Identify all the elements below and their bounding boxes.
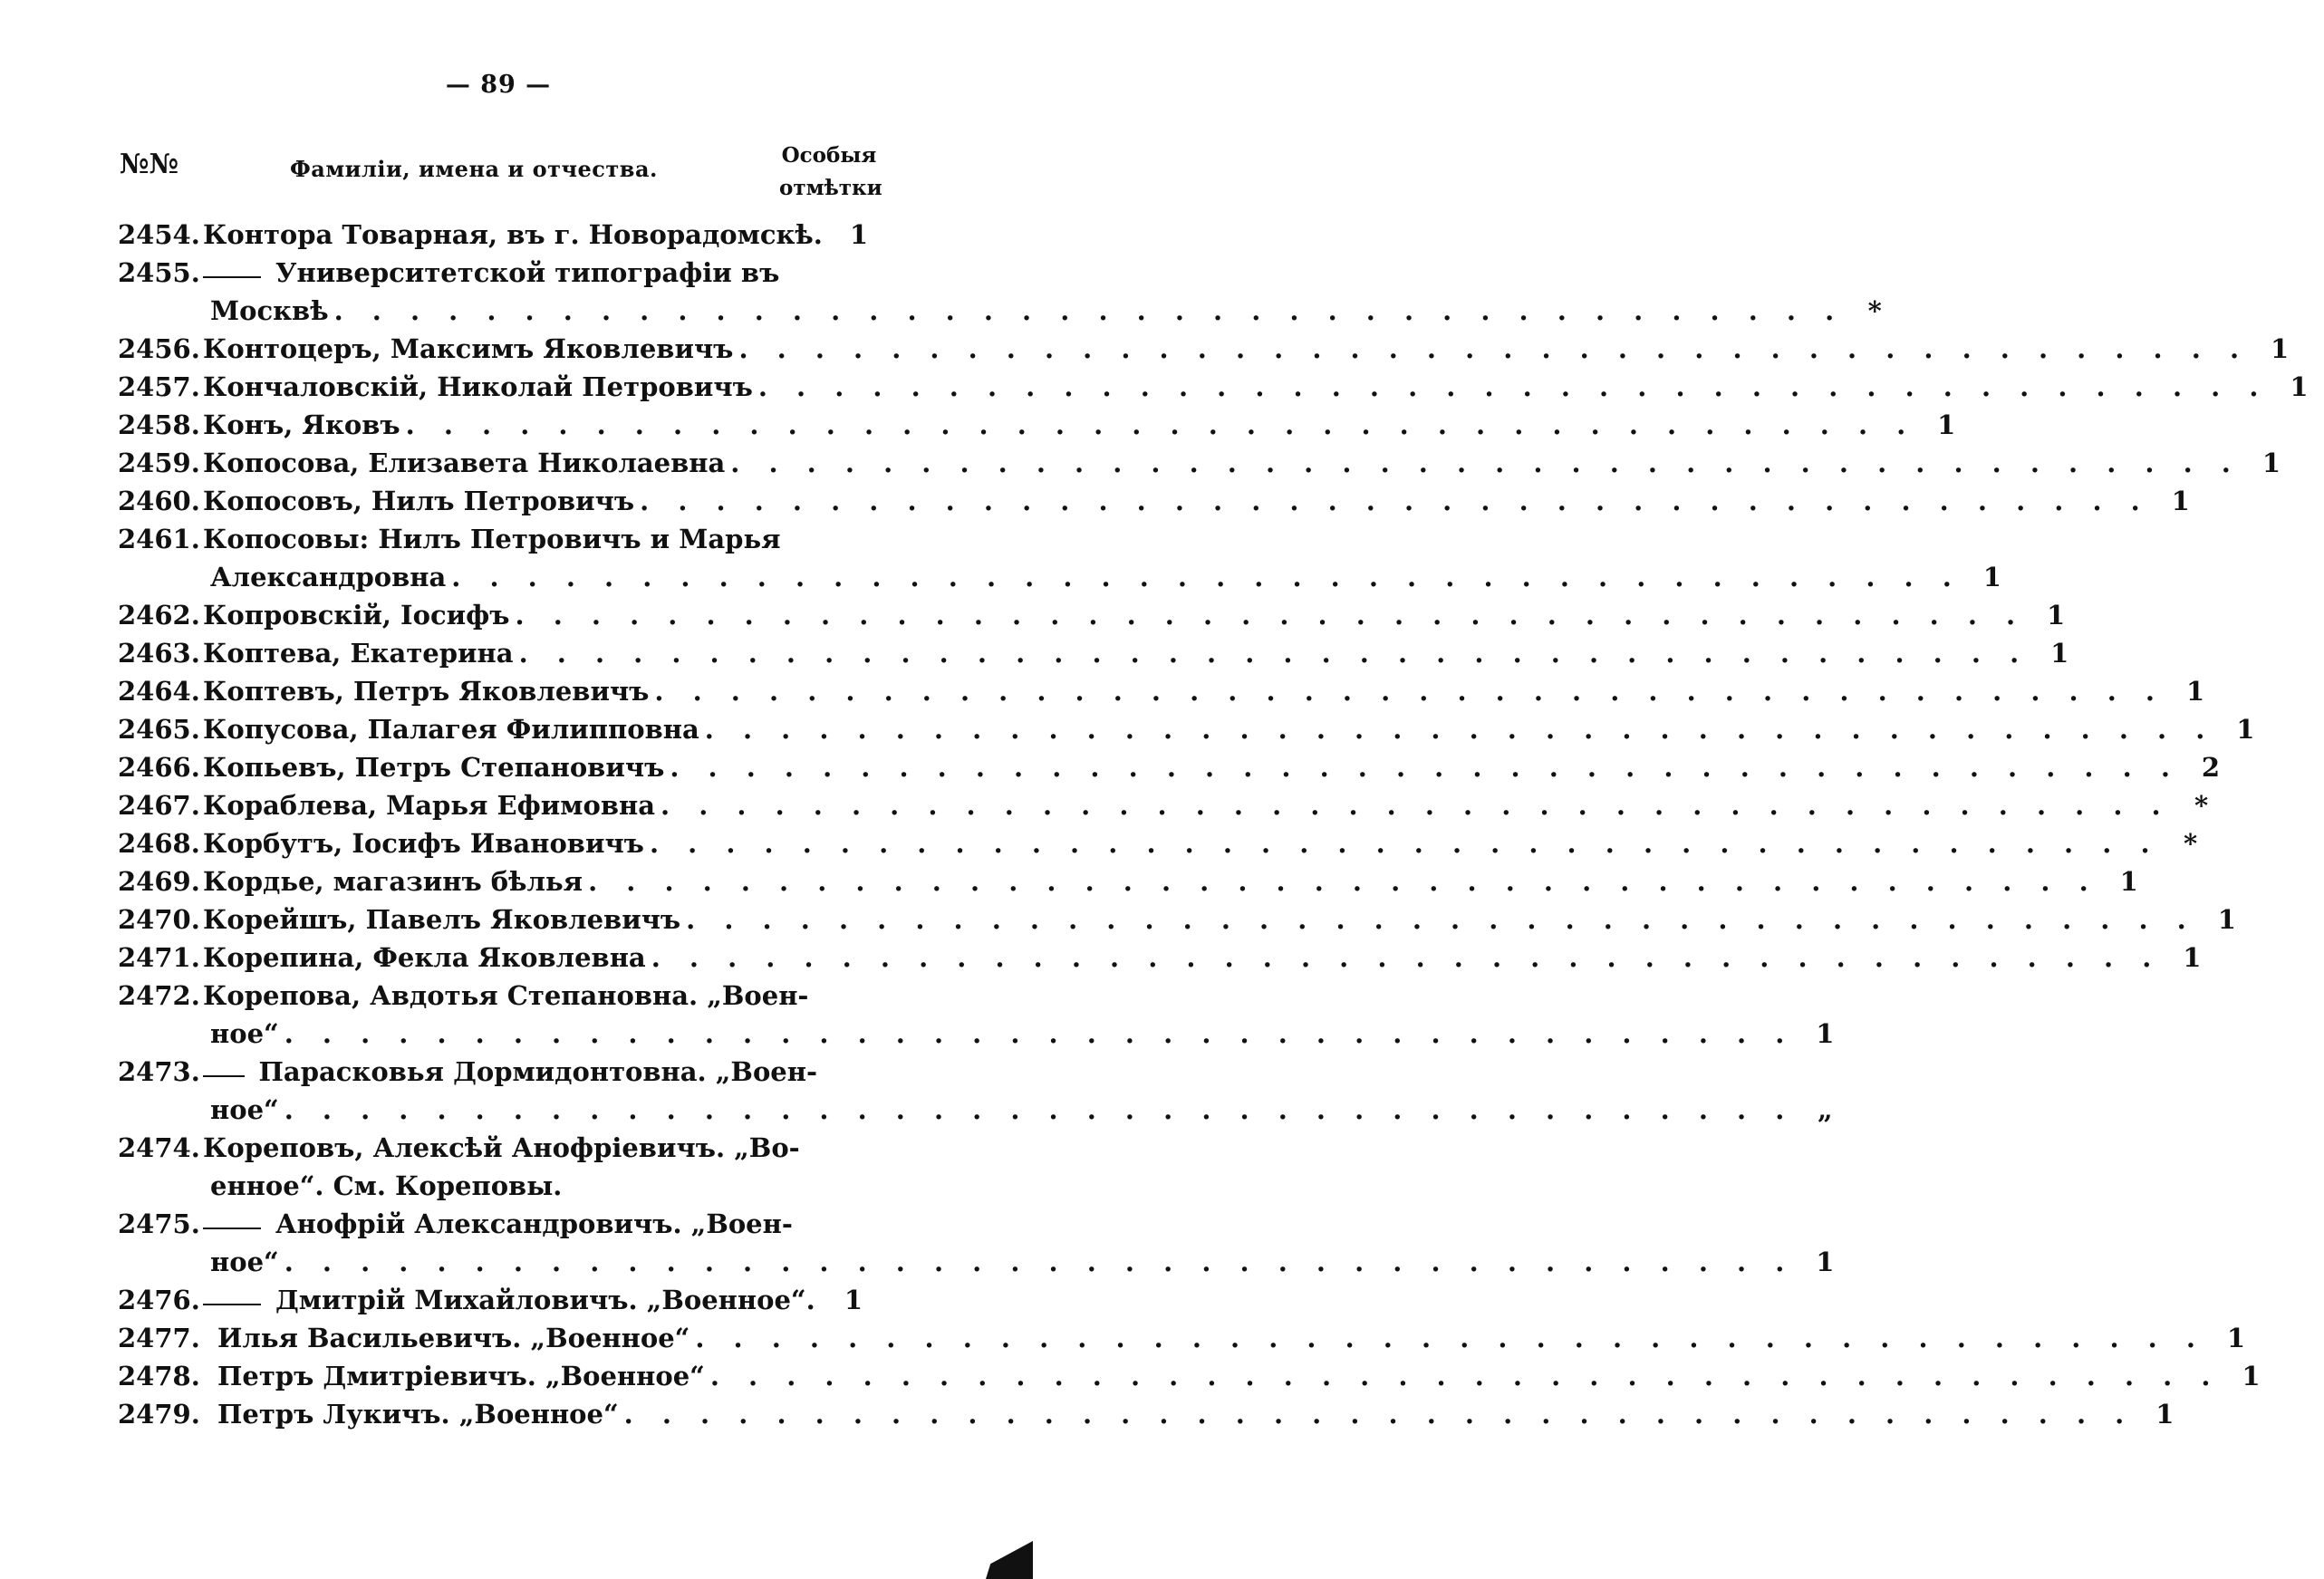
entry-text [210, 1243, 279, 1281]
entry-text-value: Петръ Лукичъ. „Военное“ [217, 1399, 619, 1430]
entry-line [203, 558, 2001, 596]
entry-mark: 1 [1937, 409, 1956, 440]
entry-mark: * [2194, 790, 2209, 821]
leader-dots: . . . . . . . . . . . . . . . . . . . . . . . . . . . . . . . . . . . . . . . . [284, 1094, 1795, 1125]
entry-text-value: Копусова, Палагея Филипповна [203, 714, 699, 745]
entry-line [203, 824, 2198, 862]
entry-text-value: Конъ, Яковъ [203, 409, 400, 440]
entry-line [203, 596, 2066, 634]
entry-text-value: Александровна [210, 562, 447, 592]
entry-number: 2468. [118, 828, 200, 859]
leader-dots: . . . . . . . . . . . . . . . . . . . . . . . . . . . . . . . . . . . . . . . . [649, 828, 2160, 859]
entry-mark: 1 [2047, 600, 2066, 631]
entry-text [259, 1053, 817, 1091]
entry-body [203, 1129, 879, 1205]
entry-body [203, 710, 2255, 748]
list-item [118, 1395, 2175, 1433]
list-item [118, 520, 2001, 596]
leader-dots: . . . . . . . . . . . . . . . . . . . . . . . . . . . . . . . . . . . . . . . . [640, 486, 2150, 516]
entry-text-value: Копосова, Елизавета Николаевна [203, 448, 726, 478]
entry-mark: 1 [2217, 904, 2236, 935]
entry-line [203, 1129, 879, 1167]
entry-text-value: Илья Васильевичъ. „Военное“ [217, 1323, 690, 1353]
entry-mark: 1 [2270, 333, 2290, 364]
leader-dots: . . . . . . . . . . . . . . . . . . . . . . . . . . . . . . . . . . . . . . . . [738, 333, 2250, 364]
entry-text [203, 977, 808, 1015]
entry-line [203, 900, 2236, 939]
entry-text-value: Корепова, Авдотья Степановна. „Воен- [203, 980, 809, 1011]
entry-text [203, 862, 583, 900]
entry-text-value: Кораблева, Марья Ефимовна [203, 790, 656, 821]
list-item [118, 900, 2236, 939]
entry-text [210, 1167, 562, 1205]
leader-dots: . . . . . . . . . . . . . . . . . . . . . . . . . . . . . . . . . . . . . . . . [709, 1361, 2221, 1391]
ink-smudge-icon [986, 1541, 1033, 1579]
entry-line [203, 216, 879, 254]
entry-body [203, 330, 2290, 368]
entry-mark: 1 [2155, 1399, 2175, 1430]
entry-number: 2464. [118, 676, 200, 707]
leader-dots: . . . . . . . . . . . . . . . . . . . . . . . . . . . . . . . . . . . . . . . . [623, 1399, 2135, 1430]
entry-text [210, 558, 446, 596]
entry-number: 2476. [118, 1285, 200, 1315]
ditto-dash [203, 1075, 245, 1077]
entry-body [203, 900, 2236, 939]
list-item [118, 634, 2069, 672]
entry-text [203, 444, 725, 482]
entry-mark: 1 [1816, 1018, 1835, 1049]
entry-body [203, 254, 1882, 330]
entry-body [203, 406, 1956, 444]
entry-mark: „ [1817, 1094, 1833, 1125]
list-item [118, 977, 1835, 1053]
leader-dots: . . . . . . . . . . . . . . . . . . . . . . . . . . . . . . . . . . . . . . . . [661, 790, 2171, 821]
entry-line [203, 1053, 879, 1091]
entry-number: 2473. [118, 1056, 200, 1087]
leader-dots: . . . . . . . . . . . . . . . . . . . . . . . . . . . . . . . . . . . . . . . . [651, 942, 2162, 973]
list-item [118, 824, 2198, 862]
ditto-dash [203, 276, 261, 278]
entry-line [203, 1357, 2261, 1395]
header-marks-line-2: отмѣтки [779, 176, 882, 200]
entry-text-value: Копьевъ, Петръ Степановичъ [203, 752, 665, 783]
entry-text-value: Петръ Дмитріевичъ. „Военное“ [217, 1361, 705, 1391]
entry-text [203, 216, 823, 254]
entry-text-value: Университетской типографіи въ [275, 257, 780, 288]
entry-line [203, 672, 2205, 710]
entry-text-value: енное“. См. Кореповы. [210, 1170, 563, 1201]
entry-mark: 1 [849, 219, 869, 250]
list-item [118, 368, 2309, 406]
leader-dots: . . . . . . . . . . . . . . . . . . . . . . . . . . . . . . . . . . . . . . . . [686, 904, 2196, 935]
entry-number: 2469. [118, 866, 200, 897]
entry-number: 2477. [118, 1323, 200, 1353]
list-item [118, 1281, 879, 1319]
entry-text [210, 1091, 279, 1129]
entry-line [203, 520, 879, 558]
list-item [118, 330, 2290, 368]
entry-line [203, 368, 2309, 406]
list-item [118, 748, 2221, 786]
list-item [118, 216, 879, 254]
entry-line [203, 1091, 1833, 1129]
entry-text [203, 1129, 800, 1167]
leader-dots: . . . . . . . . . . . . . . . . . . . . . . . . . . . . . . . . . . . . . . . . [284, 1247, 1795, 1277]
entry-number: 2472. [118, 980, 200, 1011]
entry-text-value: Кордье, магазинъ бѣлья [203, 866, 583, 897]
list-item [118, 444, 2281, 482]
entry-text-value: Кончаловскій, Николай Петровичъ [203, 371, 753, 402]
page-number: — 89 — [445, 71, 552, 99]
leader-dots: . . . . . . . . . . . . . . . . . . . . . . . . . . . . . . . . . . . . . . . . [654, 676, 2165, 707]
entry-mark: 1 [2261, 448, 2281, 478]
entry-text [203, 824, 644, 862]
list-item [118, 710, 2255, 748]
entry-body [203, 216, 879, 254]
entry-text [275, 1205, 793, 1243]
entry-line [203, 292, 1882, 330]
entry-number: 2466. [118, 752, 200, 783]
header-names-column: Фамиліи, имена и отчества. [290, 156, 658, 182]
entry-number: 2470. [118, 904, 200, 935]
entry-number: 2461. [118, 524, 200, 554]
entry-text [210, 1015, 279, 1053]
entry-text [203, 482, 634, 520]
entry-mark: 1 [2242, 1361, 2261, 1391]
entry-text-value: Кореповъ, Алексѣй Анофріевичъ. „Во- [203, 1132, 800, 1163]
entry-body [203, 368, 2309, 406]
entry-body [203, 482, 2190, 520]
entry-text-value: Дмитрій Михайловичъ. „Военное“. [275, 1285, 815, 1315]
leader-dots: . . . . . . . . . . . . . . . . . . . . . . . . . . . . . . . . . . . . . . . . [730, 448, 2241, 478]
list-item [118, 1357, 2261, 1395]
entry-text [203, 634, 514, 672]
list-item [118, 862, 2138, 900]
entry-line [203, 482, 2190, 520]
entry-number: 2471. [118, 942, 200, 973]
entry-number: 2462. [118, 600, 200, 631]
entry-text [217, 1319, 689, 1357]
entry-line [203, 444, 2281, 482]
entry-mark: 1 [2119, 866, 2138, 897]
list-item [118, 482, 2190, 520]
entry-number: 2475. [118, 1208, 200, 1239]
entry-text [203, 710, 699, 748]
leader-dots: . . . . . . . . . . . . . . . . . . . . . . . . . . . . . . . . . . . . . . . . [284, 1018, 1795, 1049]
entry-line [203, 634, 2069, 672]
entry-line [203, 1319, 2246, 1357]
entry-number: 2456. [118, 333, 200, 364]
entry-number: 2455. [118, 257, 200, 288]
entry-text-value: ное“ [210, 1018, 279, 1049]
entry-body [203, 1395, 2175, 1433]
entry-body [203, 1319, 2246, 1357]
entry-mark: 1 [2236, 714, 2255, 745]
entry-line [203, 710, 2255, 748]
entry-mark: 1 [2183, 942, 2202, 973]
list-item [118, 1053, 1833, 1129]
entry-line [203, 786, 2209, 824]
entry-text [203, 596, 510, 634]
entry-mark: 1 [844, 1285, 863, 1315]
entry-body [203, 596, 2066, 634]
entry-mark: 1 [1816, 1247, 1835, 1277]
entry-text [210, 292, 329, 330]
entry-body [203, 1205, 1835, 1281]
entry-number: 2479. [118, 1399, 200, 1430]
entry-list [118, 216, 2309, 1433]
entry-text-value: ное“ [210, 1094, 279, 1125]
entry-line [203, 1243, 1835, 1281]
entry-body [203, 1053, 1833, 1129]
ditto-dash [203, 1304, 261, 1305]
entry-number: 2463. [118, 638, 200, 669]
entry-body [203, 824, 2198, 862]
entry-text [203, 900, 680, 939]
leader-dots: . . . . . . . . . . . . . . . . . . . . . . . . . . . . . . . . . . . . . . . . [670, 752, 2180, 783]
entry-text [203, 672, 649, 710]
leader-dots: . . . . . . . . . . . . . . . . . . . . . . . . . . . . . . . . . . . . . . . . [588, 866, 2098, 897]
entry-body [203, 672, 2205, 710]
entry-body [203, 977, 1835, 1053]
list-item [118, 254, 1882, 330]
column-header [118, 136, 882, 207]
leader-dots: . . . . . . . . . . . . . . . . . . . . . . . . . . . . . . . . . . . . . . . . [405, 409, 1916, 440]
list-item [118, 1129, 879, 1205]
entry-line [203, 330, 2290, 368]
entry-number: 2459. [118, 448, 200, 478]
entry-text-value: Коптевъ, Петръ Яковлевичъ [203, 676, 650, 707]
entry-body [203, 1357, 2261, 1395]
entry-text-value: Корейшъ, Павелъ Яковлевичъ [203, 904, 681, 935]
entry-body [203, 520, 2001, 596]
entry-text [203, 786, 655, 824]
entry-mark: * [1867, 295, 1882, 326]
entry-text-value: Анофрій Александровичъ. „Воен- [275, 1208, 793, 1239]
entry-body [203, 748, 2221, 786]
entry-text-value: Корепина, Фекла Яковлевна [203, 942, 646, 973]
entry-mark: * [2183, 828, 2198, 859]
entry-text-value: Контора Товарная, въ г. Новорадомскѣ. [203, 219, 823, 250]
entry-body [203, 862, 2138, 900]
entry-line [203, 1205, 879, 1243]
entry-line [203, 1281, 879, 1319]
list-item [118, 672, 2205, 710]
entry-number: 2478. [118, 1361, 200, 1391]
leader-dots: . . . . . . . . . . . . . . . . . . . . . . . . . . . . . . . . . . . . . . . . [704, 714, 2215, 745]
entry-body [203, 444, 2281, 482]
entry-body [203, 786, 2209, 824]
entry-text [275, 1281, 815, 1319]
entry-mark: 1 [2290, 371, 2309, 402]
leader-dots: . . . . . . . . . . . . . . . . . . . . . . . . . . . . . . . . . . . . . . . . [333, 295, 1845, 326]
entry-text [217, 1395, 619, 1433]
leader-dots: . . . . . . . . . . . . . . . . . . . . . . . . . . . . . . . . . . . . . . . . [515, 600, 2026, 631]
entry-number: 2465. [118, 714, 200, 745]
entry-text [203, 368, 753, 406]
entry-text-value: Копосовъ, Нилъ Петровичъ [203, 486, 635, 516]
entry-text [203, 406, 400, 444]
entry-line [203, 977, 879, 1015]
entry-text [217, 1357, 705, 1395]
list-item [118, 1319, 2246, 1357]
entry-mark: 1 [2185, 676, 2205, 707]
entry-text [275, 254, 779, 292]
header-number-column: №№ [120, 149, 179, 180]
leader-dots: . . . . . . . . . . . . . . . . . . . . . . . . . . . . . . . . . . . . . . . . [518, 638, 2030, 669]
entry-number: 2458. [118, 409, 200, 440]
list-item [118, 406, 1956, 444]
leader-dots: . . . . . . . . . . . . . . . . . . . . . . . . . . . . . . . . . . . . . . . . [695, 1323, 2205, 1353]
list-item [118, 939, 2202, 977]
entry-text-value: Корбутъ, Іосифъ Ивановичъ [203, 828, 644, 859]
header-marks-column [779, 140, 882, 205]
entry-text [203, 520, 781, 558]
entry-line [203, 254, 879, 292]
entry-mark: 1 [2171, 486, 2190, 516]
leader-dots: . . . . . . . . . . . . . . . . . . . . . . . . . . . . . . . . . . . . . . . . [451, 562, 1962, 592]
entry-number: 2467. [118, 790, 200, 821]
entry-line [203, 1167, 879, 1205]
entry-line [203, 406, 1956, 444]
entry-mark: 1 [2226, 1323, 2246, 1353]
entry-line [203, 748, 2221, 786]
entry-number: 2454. [118, 219, 200, 250]
entry-number: 2457. [118, 371, 200, 402]
entry-line [203, 1395, 2175, 1433]
header-marks-line-1: Особыя [781, 143, 877, 168]
entry-mark: 1 [1982, 562, 2001, 592]
entry-number: 2460. [118, 486, 200, 516]
entry-text-value: Контоцеръ, Максимъ Яковлевичъ [203, 333, 734, 364]
entry-text-value: Коптева, Екатерина [203, 638, 514, 669]
entry-text-value: ное“ [210, 1247, 279, 1277]
entry-text-value: Копровскій, Іосифъ [203, 600, 510, 631]
list-item [118, 786, 2209, 824]
entry-mark: 2 [2201, 752, 2221, 783]
entry-body [203, 1281, 879, 1319]
leader-dots: . . . . . . . . . . . . . . . . . . . . . . . . . . . . . . . . . . . . . . . . [757, 371, 2269, 402]
entry-text-value: Москвѣ [210, 295, 329, 326]
entry-line [203, 862, 2138, 900]
entry-mark: 1 [2050, 638, 2069, 669]
entry-body [203, 634, 2069, 672]
list-item [118, 1205, 1835, 1281]
entry-text [203, 748, 664, 786]
entry-text-value: Парасковья Дормидонтовна. „Воен- [258, 1056, 817, 1087]
entry-line [203, 1015, 1835, 1053]
entry-body [203, 939, 2202, 977]
entry-text-value: Копосовы: Нилъ Петровичъ и Марья [203, 524, 781, 554]
ditto-dash [203, 1228, 261, 1229]
entry-text [203, 330, 733, 368]
entry-text [203, 939, 646, 977]
entry-line [203, 939, 2202, 977]
entry-number: 2474. [118, 1132, 200, 1163]
list-item [118, 596, 2066, 634]
